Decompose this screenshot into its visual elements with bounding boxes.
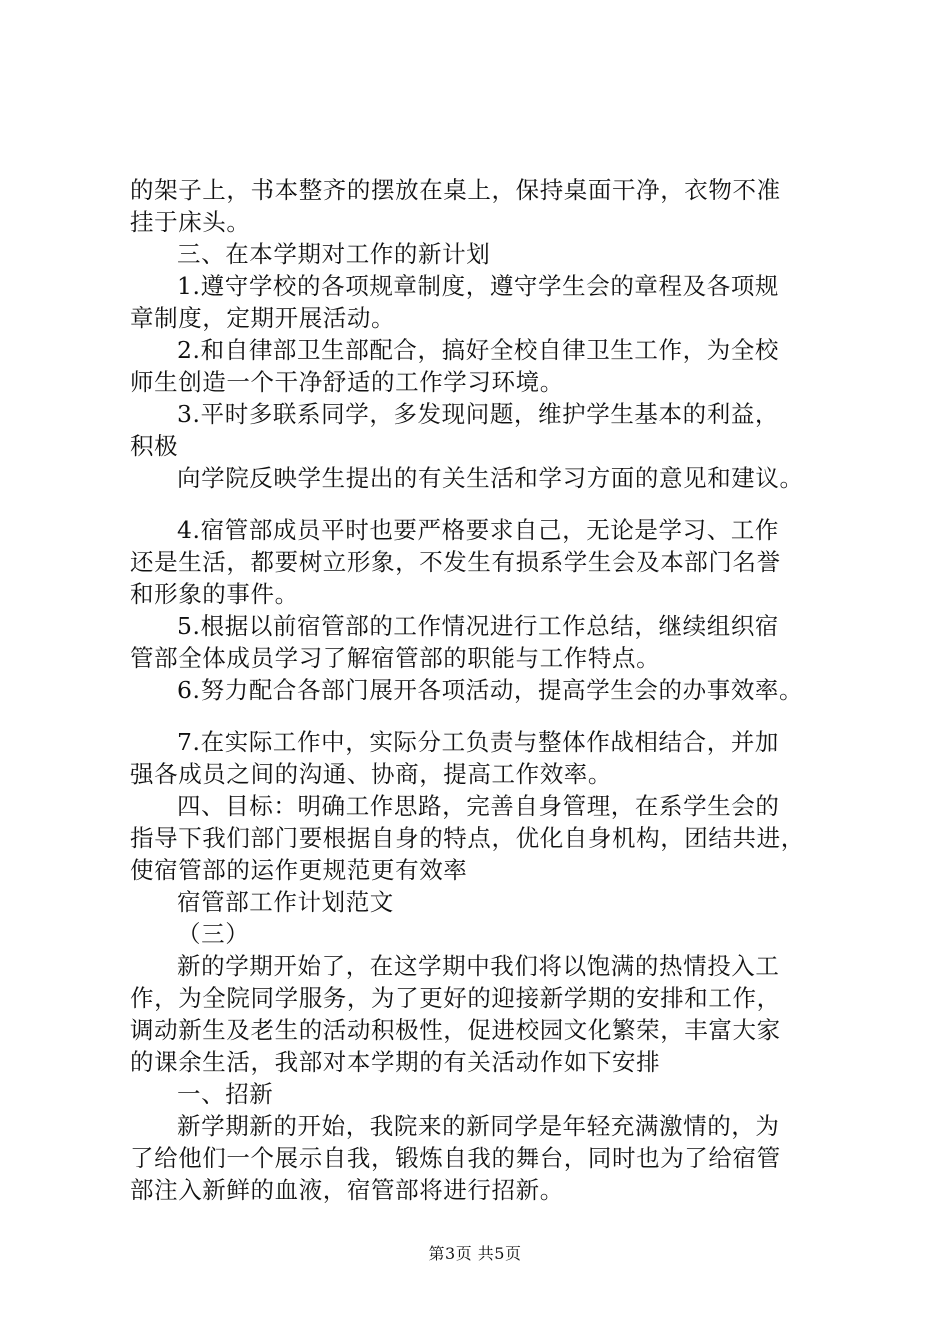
body-line: 还是生活，都要树立形象，不发生有损系学生会及本部门名誉: [130, 548, 781, 576]
body-line: 向学院反映学生提出的有关生活和学习方面的意见和建议。: [177, 464, 804, 492]
document-subtitle: （三）: [177, 920, 250, 948]
section-heading: 三、在本学期对工作的新计划: [177, 240, 491, 268]
body-line: 6.努力配合各部门展开各项活动，提高学生会的办事效率。: [177, 676, 804, 704]
body-line: 新的学期开始了，在这学期中我们将以饱满的热情投入工: [177, 952, 780, 980]
body-line: 的课余生活，我部对本学期的有关活动作如下安排: [130, 1048, 661, 1076]
body-line: 强各成员之间的沟通、协商，提高工作效率。: [130, 760, 612, 788]
body-line: 调动新生及老生的活动积极性，促进校园文化繁荣，丰富大家: [130, 1016, 781, 1044]
body-line: 积极: [130, 432, 179, 460]
body-line: 部注入新鲜的血液，宿管部将进行招新。: [130, 1176, 564, 1204]
body-line: 的架子上，书本整齐的摆放在桌上，保持桌面干净，衣物不准: [130, 176, 781, 204]
body-line: 2.和自律部卫生部配合，搞好全校自律卫生工作，为全校: [177, 336, 780, 364]
body-line: 1.遵守学校的各项规章制度，遵守学生会的章程及各项规: [177, 272, 780, 300]
body-line: 了给他们一个展示自我，锻炼自我的舞台，同时也为了给宿管: [130, 1144, 781, 1172]
body-line: 作，为全院同学服务，为了更好的迎接新学期的安排和工作，: [130, 984, 781, 1012]
body-line: 指导下我们部门要根据自身的特点，优化自身机构，团结共进，: [130, 824, 805, 852]
section-heading: 四、目标：明确工作思路，完善自身管理，在系学生会的: [177, 792, 780, 820]
section-heading: 一、招新: [177, 1080, 274, 1108]
body-line: 7.在实际工作中，实际分工负责与整体作战相结合，并加: [177, 728, 780, 756]
body-line: 管部全体成员学习了解宿管部的职能与工作特点。: [130, 644, 661, 672]
body-line: 新学期新的开始，我院来的新同学是年轻充满激情的，为: [177, 1112, 780, 1140]
body-line: 使宿管部的运作更规范更有效率: [130, 856, 468, 884]
body-line: 章制度，定期开展活动。: [130, 304, 396, 332]
body-line: 挂于床头。: [130, 208, 251, 236]
body-line: 3.平时多联系同学，多发现问题，维护学生基本的利益，: [177, 400, 780, 428]
body-line: 4.宿管部成员平时也要严格要求自己，无论是学习、工作: [177, 516, 780, 544]
body-line: 师生创造一个干净舒适的工作学习环境。: [130, 368, 564, 396]
body-line: 和形象的事件。: [130, 580, 299, 608]
body-line: 5.根据以前宿管部的工作情况进行工作总结，继续组织宿: [177, 612, 780, 640]
document-title: 宿管部工作计划范文: [177, 888, 394, 916]
page-footer: 第3页 共5页: [428, 1244, 522, 1263]
